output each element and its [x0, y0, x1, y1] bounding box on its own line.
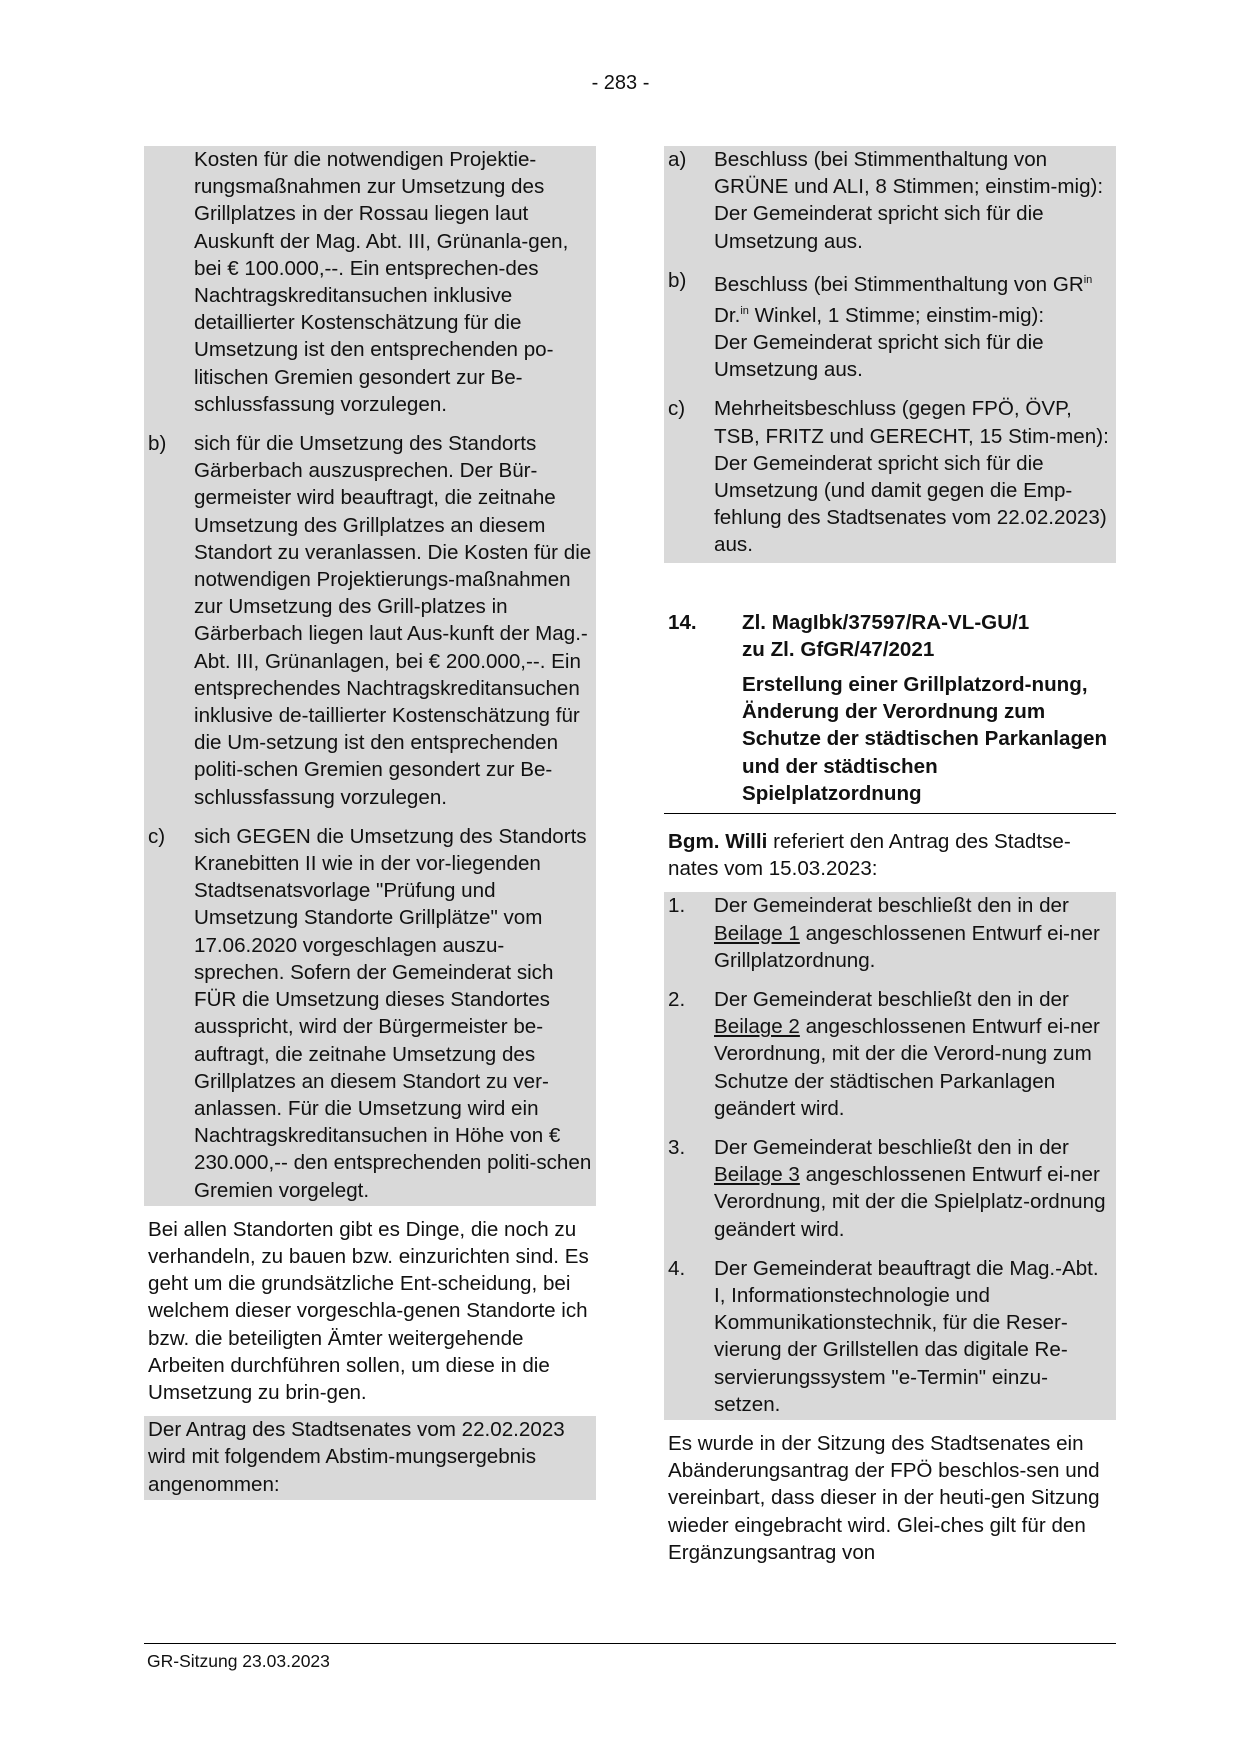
- vote-text: Beschluss (bei Stimmenthaltung von GRÜNE und ALI, 8 Stimmen; einstim-mig):: [714, 148, 1104, 199]
- section-number: 14.: [668, 610, 697, 634]
- resolution-intro: Der Antrag des Stadtsenates vom 22.02.2023 wird mit folgendem Abstim-mungsergebnis angenommen:: [144, 1416, 596, 1500]
- list-text: sich für die Umsetzung des Standorts Gärberbach auszusprechen. Der Bür-germeister wird beauftragt, die zeitnahe Umsetzung des Grillplatzes an diesem Standort zu veranlassen. Die Kosten für die notwendigen Projektierungs-maßnahmen zur Umsetzung des Grill-platzes in Gärberbach liegen laut Aus-kunft der Mag.-Abt. III, Grünanlagen, bei € 200.000,--. Ein entsprechendes Nachtragskreditansuchen inklusive de-taillierter Kostenschätzung für die Um-setzung ist den entsprechenden politi-schen Gremien gesondert zur Be-schlussfassung vorzulegen.: [194, 432, 592, 809]
- motion-text: angeschlossenen Entwurf ei-ner Verordnung, mit der die Verord-nung zum Schutze der städtischen Parkanlagen geändert wird.: [714, 1015, 1100, 1120]
- motion-item-2: [668, 986, 1112, 1122]
- attachment-link[interactable]: Beilage 2: [714, 1015, 800, 1039]
- vote-results: [664, 146, 1116, 563]
- motion-text: Der Gemeinderat beschließt den in der: [714, 894, 1069, 918]
- motion-text: angeschlossenen Entwurf ei-ner Verordnung, mit der die Spielplatz-ordnung geändert wird.: [714, 1163, 1106, 1241]
- list-label: 3.: [668, 1136, 686, 1160]
- section-ref-secondary: zu Zl. GfGR/47/2021: [742, 637, 935, 661]
- attachment-link[interactable]: Beilage 1: [714, 921, 800, 945]
- superscript: in: [1083, 273, 1093, 286]
- speaker-paragraph: [664, 828, 1116, 882]
- motion-item-1: [668, 892, 1112, 974]
- list-label: b): [148, 432, 167, 456]
- right-column: [664, 146, 1116, 1566]
- motion-list-continued: [144, 146, 596, 1206]
- motion-text: Der Gemeinderat beschließt den in der: [714, 988, 1069, 1011]
- list-label: 4.: [668, 1256, 686, 1280]
- motion-text: Der Gemeinderat beschließt den in der: [714, 1136, 1069, 1160]
- section-ref: Zl. MagIbk/37597/RA-VL-GU/1: [742, 610, 1030, 634]
- closing-paragraph: Es wurde in der Sitzung des Stadtsenates ein Abänderungsantrag der FPÖ beschlos-sen und vereinbart, dass dieser in der heuti-gen Sitzung wieder eingebracht wird. Glei-ches gilt für den Ergänzungsantrag von: [668, 1432, 1100, 1564]
- list-label: c): [668, 397, 686, 421]
- list-label: b): [668, 268, 687, 292]
- vote-outcome: Der Gemeinderat spricht sich für die Umsetzung (und damit gegen die Emp-fehlung des Stadtsenates vom 22.02.2023) aus.: [714, 451, 1107, 557]
- vote-text-post: Winkel, 1 Stimme; einstim-mig):: [748, 303, 1045, 327]
- list-label: c): [148, 824, 166, 848]
- vote-outcome: Der Gemeinderat spricht sich für die Umsetzung aus.: [714, 330, 1044, 382]
- list-item-c: [148, 823, 592, 1204]
- speaker-name: Bgm. Willi: [668, 829, 768, 853]
- list-item-b: [148, 430, 592, 811]
- vote-item-b: [668, 267, 1112, 384]
- vote-item-c: [668, 395, 1112, 558]
- page-number: - 283 -: [591, 72, 650, 94]
- motion-list: [664, 892, 1116, 1420]
- motion-item-3: [668, 1134, 1112, 1243]
- vote-outcome: Der Gemeinderat spricht sich für die Umsetzung aus.: [714, 202, 1044, 253]
- section-title: Erstellung einer Grillplatzord-nung, Änderung der Verordnung zum Schutze der städtischen Parkanlagen und der städtischen Spielplatzordnung: [742, 672, 1108, 805]
- list-label: [148, 146, 194, 418]
- motion-item-4: [668, 1255, 1112, 1418]
- list-label: a): [668, 148, 687, 171]
- vote-text: Mehrheitsbeschluss (gegen FPÖ, ÖVP, TSB, FRITZ und GERECHT, 15 Stim-men):: [714, 397, 1109, 448]
- list-label: 2.: [668, 988, 686, 1011]
- superscript: in: [740, 304, 749, 317]
- footer-session-date: GR-Sitzung 23.03.2023: [147, 1651, 330, 1671]
- vote-item-a: [668, 146, 1112, 255]
- motion-text: Der Gemeinderat beauftragt die Mag.-Abt. I, Informationstechnologie und Kommunikationstechnik, für die Reser-vierung der Grillstellen das digitale Re-servierungssystem "e-Termin" einzu-setzen.: [714, 1256, 1099, 1416]
- section-heading: [664, 609, 1116, 814]
- body-paragraph: Bei allen Standorten gibt es Dinge, die noch zu verhandeln, zu bauen bzw. einzurichten sind. Es geht um die grundsätzliche Ent-scheidung, bei welchem dieser vorgeschla-genen Standorte ich bzw. die beteiligten Ämter weitergehende Arbeiten durchführen sollen, um diese in die Umsetzung zu brin-gen.: [148, 1217, 589, 1404]
- left-column: [144, 146, 596, 1500]
- attachment-link[interactable]: Beilage 3: [714, 1163, 800, 1187]
- vote-text-pre: Beschluss (bei Stimmenthaltung von GR: [714, 272, 1084, 296]
- list-text: sich GEGEN die Umsetzung des Standorts Kranebitten II wie in der vor-liegenden Stadtsenatsvorlage "Prüfung und Umsetzung Standorte Grillplätze" vom 17.06.2020 vorgeschlagen auszu-sprechen. Sofern der Gemeinderat sich FÜR die Umsetzung dieses Standortes ausspricht, wird der Bürgermeister be-auftragt, die zeitnahe Umsetzung des Grillplatzes an diesem Standort zu ver-anlassen. Für die Umsetzung wird ein Nachtragskreditansuchen in Höhe von € 230.000,-- den entsprechenden politi-schen Gremien vorgelegt.: [194, 824, 592, 1202]
- motion-text: angeschlossenen Entwurf ei-ner Grillplatzordnung.: [714, 921, 1100, 972]
- list-text: Kosten für die notwendigen Projektie-rungsmaßnahmen zur Umsetzung des Grillplatzes in der Rossau liegen laut Auskunft der Mag. Abt. III, Grünanla-gen, bei € 100.000,--. Ein entsprechen-des Nachtragskreditansuchen inklusive detaillierter Kostenschätzung für die Umsetzung ist den entsprechenden po-litischen Gremien gesondert zur Be-schlussfassung vorzulegen.: [194, 148, 569, 416]
- list-label: 1.: [668, 894, 686, 918]
- vote-text-mid: Dr.: [714, 303, 741, 327]
- list-item-a-continued: [148, 146, 592, 418]
- speaker-text: referiert den Antrag des Stadtse-nates vom 15.03.2023:: [668, 829, 1071, 881]
- footer-divider: [144, 1643, 1116, 1644]
